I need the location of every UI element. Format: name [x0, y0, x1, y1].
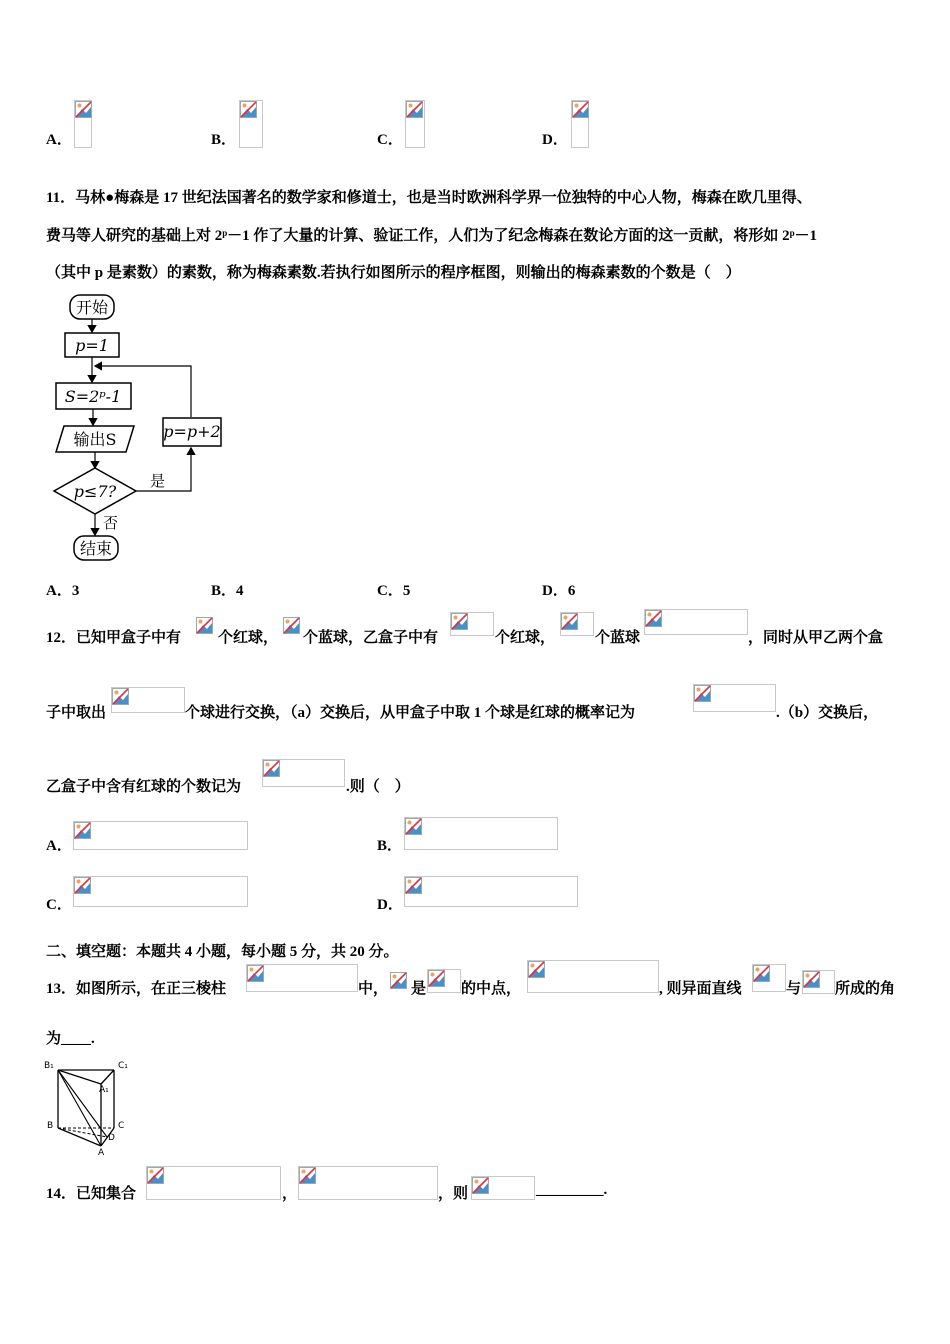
formula-image	[752, 964, 786, 992]
label-c1: C₁	[118, 1061, 128, 1071]
q12-text-1: 12．已知甲盒子中有	[46, 630, 182, 646]
option-d-image	[571, 100, 589, 148]
label-c: C	[118, 1121, 125, 1131]
option-b-label: B．	[211, 132, 237, 148]
q12-text-5: 个蓝球	[595, 630, 641, 646]
q12-option-a-image	[73, 821, 248, 850]
formula-image	[560, 612, 594, 636]
flow-end-text: 结束	[79, 539, 113, 558]
q13-text-7: 所成的角	[835, 981, 896, 997]
q13-text-2: 中，	[358, 981, 389, 997]
broken-image-icon	[112, 688, 129, 705]
prism-figure	[44, 1058, 134, 1156]
q14-text-3: ，则	[438, 1186, 469, 1202]
broken-image-icon	[247, 965, 264, 982]
option-b-image	[239, 100, 263, 148]
flow-start-text: 开始	[75, 298, 109, 317]
q12-text-6: ，同时从甲乙两个盒	[748, 630, 884, 646]
formula-image	[246, 964, 358, 992]
broken-image-icon	[406, 101, 423, 118]
broken-image-icon	[645, 610, 662, 627]
q11-line-3: （其中 p 是素数）的素数，称为梅森素数.若执行如图所示的程序框图，则输出的梅森素数的个数是（ ）	[46, 265, 741, 281]
broken-image-icon	[561, 613, 578, 630]
section-heading: 二、填空题：本题共 4 小题，每小题 5 分，共 20 分。	[46, 944, 399, 960]
broken-image-icon	[472, 1177, 489, 1194]
formula-image	[427, 969, 461, 993]
label-a1: A₁	[99, 1085, 109, 1095]
flow-compute-text: S=2ᵖ-1	[64, 387, 122, 406]
formula-image	[196, 617, 216, 637]
broken-image-icon	[299, 1167, 316, 1184]
option-c-label: C．	[377, 132, 403, 148]
label-d: D	[108, 1133, 115, 1143]
q13-answer-blank: 为____.	[46, 1031, 95, 1047]
label-b: B	[47, 1121, 54, 1131]
q13-text-3: 是	[411, 981, 427, 997]
q12-text-9: .（b）交换后，	[776, 705, 879, 721]
flow-output-text: 输出S	[73, 430, 117, 449]
broken-image-icon	[451, 613, 468, 630]
broken-image-icon	[147, 1167, 164, 1184]
label-b1: B₁	[44, 1061, 54, 1071]
q12-text-2: 个红球，	[218, 630, 279, 646]
formula-image	[390, 972, 410, 992]
q12-option-c-label: C．	[46, 897, 72, 913]
q13-text-1: 13．如图所示，在正三棱柱	[46, 981, 227, 997]
broken-image-icon	[572, 101, 589, 118]
formula-image	[298, 1166, 438, 1200]
formula-image	[693, 684, 776, 712]
q12-option-c-image	[73, 876, 248, 907]
q11-option-d: D．6	[542, 583, 576, 599]
flow-no-label: 否	[103, 514, 119, 532]
formula-image	[262, 759, 345, 787]
formula-image	[450, 612, 494, 636]
q12-option-b-label: B．	[377, 838, 403, 854]
broken-image-icon	[405, 818, 422, 835]
q14-text-1: 14．已知集合	[46, 1186, 137, 1202]
formula-image	[146, 1166, 281, 1200]
broken-image-icon	[390, 972, 407, 989]
q13-text-4: 的中点，	[461, 981, 522, 997]
flowchart	[50, 292, 240, 564]
broken-image-icon	[753, 965, 770, 982]
formula-image	[644, 609, 748, 635]
label-a: A	[98, 1148, 105, 1156]
option-c-image	[405, 100, 425, 148]
formula-image	[111, 687, 185, 713]
q12-option-d-label: D．	[377, 897, 403, 913]
broken-image-icon	[196, 617, 213, 634]
q12-option-b-image	[404, 817, 558, 850]
q11-line-1: 11．马林●梅森是 17 世纪法国著名的数学家和修道士，也是当时欧洲科学界一位独特的中心人物，梅森在欧几里得、	[46, 190, 812, 206]
option-a-image	[74, 100, 92, 148]
broken-image-icon	[75, 101, 92, 118]
broken-image-icon	[263, 760, 280, 777]
flow-init-text: p=1	[75, 336, 109, 355]
formula-image	[802, 970, 835, 994]
q12-option-a-label: A．	[46, 838, 72, 854]
q12-text-4: 个红球，	[495, 630, 556, 646]
q12-text-11: .则（ ）	[346, 779, 410, 795]
flow-condition-text: p≤7?	[73, 482, 117, 501]
formula-image	[283, 617, 303, 637]
flow-update-text: p=p+2	[163, 422, 221, 441]
q12-text-3: 个蓝球，乙盒子中有	[303, 630, 439, 646]
q14-text-2: ，	[282, 1186, 298, 1202]
flow-yes-label: 是	[150, 472, 166, 490]
q13-text-5: , 则异面直线	[659, 981, 742, 997]
broken-image-icon	[694, 685, 711, 702]
q13-text-6: 与	[786, 981, 802, 997]
broken-image-icon	[405, 877, 422, 894]
broken-image-icon	[74, 877, 91, 894]
broken-image-icon	[528, 961, 545, 978]
q12-text-10: 乙盒子中含有红球的个数记为	[46, 779, 242, 795]
broken-image-icon	[74, 822, 91, 839]
q11-option-a: A．3	[46, 583, 80, 599]
q11-line-2: 费马等人研究的基础上对 2ᵖ－1 作了大量的计算、验证工作，人们为了纪念梅森在数论方面的这一贡献，将形如 2ᵖ－1	[46, 228, 818, 244]
q12-text-7: 子中取出	[46, 705, 107, 721]
option-d-label: D．	[542, 132, 568, 148]
broken-image-icon	[240, 101, 257, 118]
option-a-label: A．	[46, 132, 72, 148]
q14-answer-blank: _________.	[536, 1182, 608, 1198]
broken-image-icon	[803, 971, 820, 988]
formula-image	[471, 1176, 535, 1200]
formula-image	[527, 960, 659, 993]
broken-image-icon	[428, 970, 445, 987]
q12-option-d-image	[404, 876, 578, 907]
q12-text-8: 个球进行交换，（a）交换后，从甲盒子中取 1 个球是红球的概率记为	[185, 705, 636, 721]
q11-option-c: C．5	[377, 583, 411, 599]
broken-image-icon	[283, 617, 300, 634]
q11-option-b: B．4	[211, 583, 244, 599]
